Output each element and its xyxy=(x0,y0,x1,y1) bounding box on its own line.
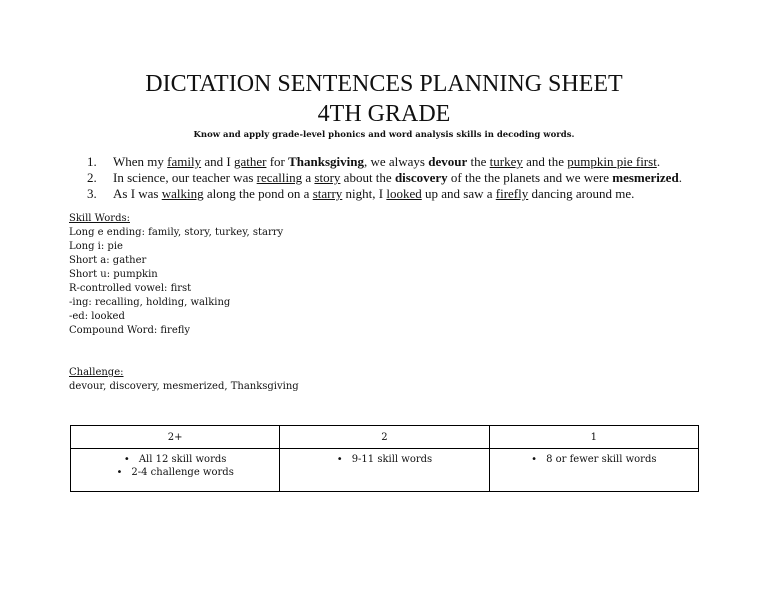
rubric-bullet: • 2-4 challenge words xyxy=(75,466,275,479)
dictation-sentences-list xyxy=(87,154,682,202)
sentence-number: 3. xyxy=(87,186,97,201)
sentence-text: and I xyxy=(201,154,234,169)
sentence-text: . xyxy=(656,154,661,169)
sentence-text: As I was xyxy=(113,186,162,201)
scoring-rubric-table xyxy=(70,425,699,492)
sentence-text: . xyxy=(678,170,682,185)
underlined-skill-word: walking xyxy=(161,186,204,201)
sentence-text: and the xyxy=(522,154,568,169)
dictation-sentence xyxy=(87,170,682,186)
bold-challenge-word: discovery xyxy=(394,170,448,185)
challenge-section xyxy=(69,366,299,394)
rubric-criteria-row xyxy=(71,449,699,492)
sentence-text: a xyxy=(302,170,315,185)
underlined-skill-word: recalling xyxy=(256,170,303,185)
bold-challenge-word: Thanksgiving xyxy=(288,154,364,169)
standard-subtitle: Know and apply grade-level phonics and word analysis skills in decoding words. xyxy=(193,130,575,140)
rubric-cell xyxy=(280,449,489,492)
rubric-header-row xyxy=(71,426,699,449)
underlined-skill-word: gather xyxy=(233,154,267,169)
skill-word-line: -ed: looked xyxy=(69,311,125,322)
sentence-text: In science, our teacher was xyxy=(113,170,257,185)
skill-words-section xyxy=(69,212,283,338)
sentence-text: dancing around me. xyxy=(528,186,635,201)
rubric-bullet: • 8 or fewer skill words xyxy=(494,453,694,466)
underlined-skill-word: family xyxy=(167,154,202,169)
skill-word-line: Short a: gather xyxy=(69,255,147,266)
skill-word-line: Compound Word: firefly xyxy=(69,325,191,336)
skill-word-line: R-controlled vowel: first xyxy=(69,283,192,294)
underlined-skill-word: turkey xyxy=(489,154,523,169)
sentence-text: about the xyxy=(340,170,395,185)
dictation-sentence xyxy=(87,154,682,170)
sentence-number: 2. xyxy=(87,170,97,185)
sentence-text: of the the planets and we were xyxy=(447,170,613,185)
sentence-text: up and saw a xyxy=(421,186,496,201)
challenge-heading: Challenge: xyxy=(69,367,124,378)
page-title: DICTATION SENTENCES PLANNING SHEET xyxy=(145,71,623,97)
sentence-text: for xyxy=(266,154,289,169)
rubric-bullet: • All 12 skill words xyxy=(75,453,275,466)
rubric-header-cell: 2 xyxy=(280,426,489,449)
rubric-cell xyxy=(489,449,698,492)
grade-title: 4TH GRADE xyxy=(317,101,451,127)
sentence-text: the xyxy=(467,154,490,169)
sentence-text: When my xyxy=(113,154,168,169)
bold-challenge-word: mesmerized xyxy=(612,170,679,185)
bold-challenge-word: devour xyxy=(428,154,468,169)
skill-word-line: Long i: pie xyxy=(69,241,123,252)
underlined-skill-word: firefly xyxy=(495,186,529,201)
skill-words-heading: Skill Words: xyxy=(69,213,130,224)
dictation-sentence xyxy=(87,186,682,202)
underlined-skill-word: starry xyxy=(312,186,343,201)
rubric-cell xyxy=(71,449,280,492)
skill-word-line: Short u: pumpkin xyxy=(69,269,158,280)
rubric-header-cell: 2+ xyxy=(71,426,280,449)
sentence-text: along the pond on a xyxy=(203,186,313,201)
challenge-words: devour, discovery, mesmerized, Thanksgiving xyxy=(69,381,299,392)
rubric-header-cell: 1 xyxy=(489,426,698,449)
rubric-bullet: • 9-11 skill words xyxy=(284,453,484,466)
underlined-skill-word: story xyxy=(314,170,341,185)
sentence-text: , we always xyxy=(363,154,429,169)
skill-word-line: Long e ending: family, story, turkey, starry xyxy=(69,227,284,238)
skill-word-line: -ing: recalling, holding, walking xyxy=(69,297,231,308)
underlined-skill-word: looked xyxy=(386,186,422,201)
sentence-number: 1. xyxy=(87,154,97,169)
underlined-skill-word: pumpkin pie first xyxy=(567,154,657,169)
sentence-text: night, I xyxy=(342,186,387,201)
